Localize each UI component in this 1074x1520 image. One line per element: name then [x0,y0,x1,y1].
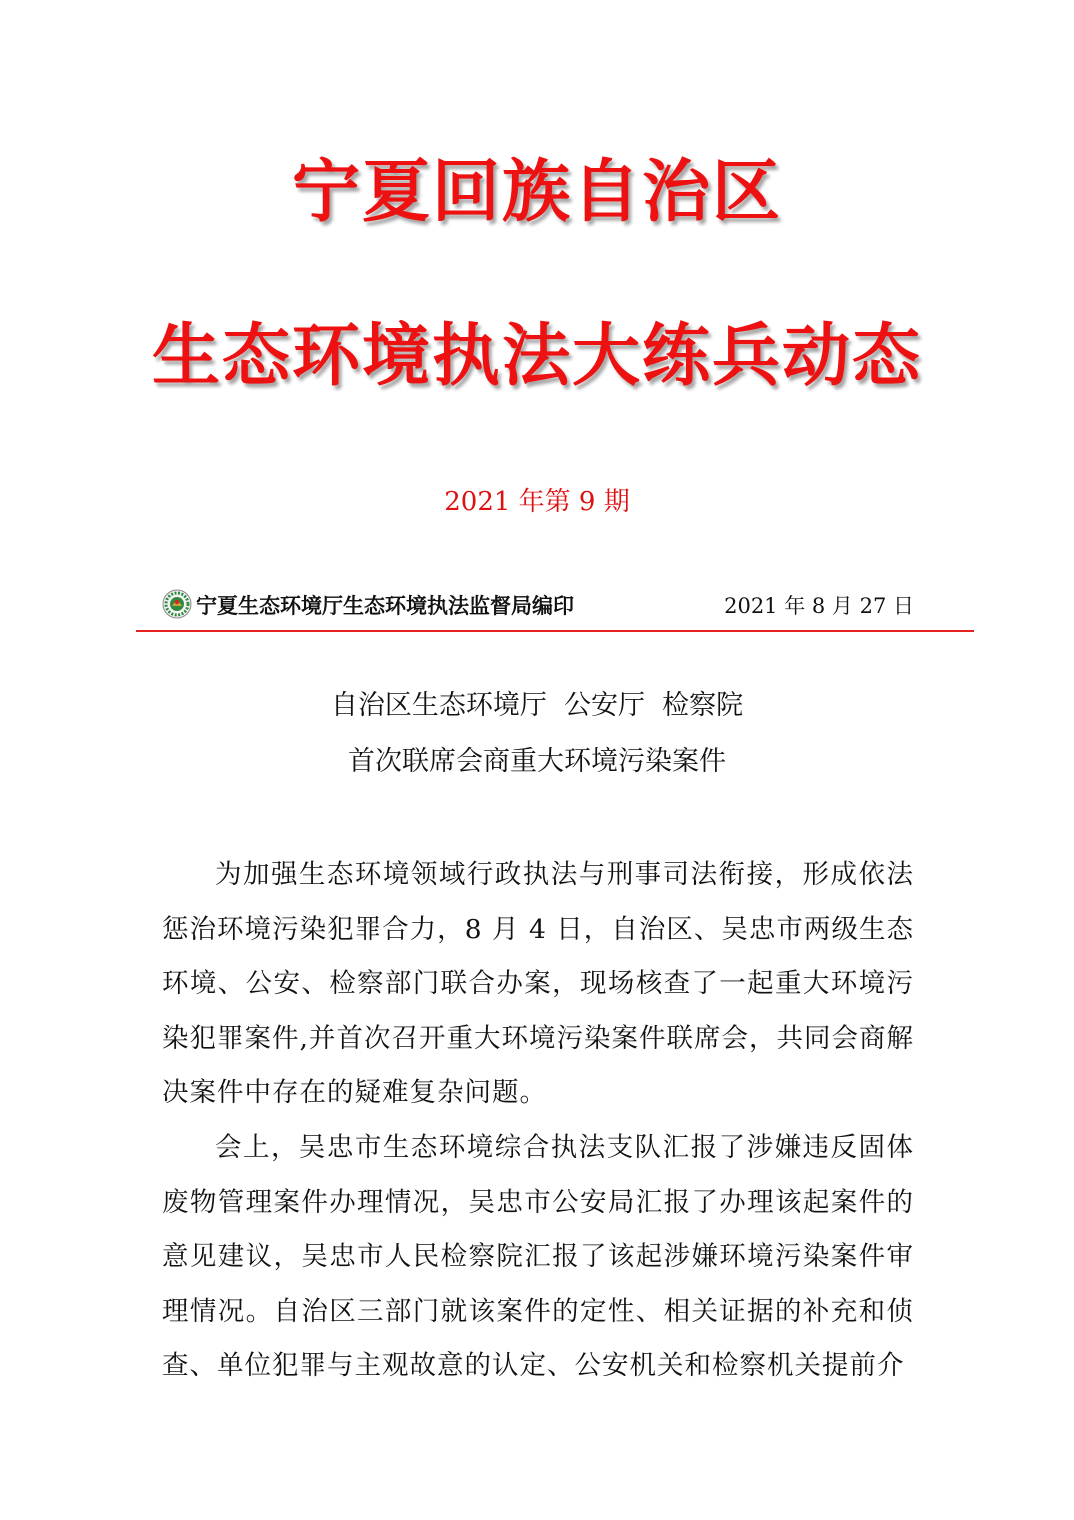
ecology-emblem-icon [162,589,192,619]
publisher-name: 宁夏生态环境厅生态环境执法监督局编印 [196,593,574,618]
masthead-title-line1: 宁夏回族自治区 [291,153,782,232]
article-body [162,848,914,1394]
publication-date: 2021 年 8 月 27 日 [724,594,914,618]
issue-number: 2021 年第 9 期 [444,487,630,517]
article-headline-line1: 自治区生态环境厅 公安厅 检察院 [330,690,744,721]
header-divider [136,630,974,632]
article-paragraph: 为加强生态环境领域行政执法与刑事司法衔接，形成依法惩治环境污染犯罪合力，8 月 4 日，自治区、吴忠市两级生态环境、公安、检察部门联合办案，现场核查了一起重大环境污染犯罪案件,并首次召开重大环境污染案件联席会，共同会商解决案件中存在的疑难复杂问题。 [162,859,914,1109]
article-paragraph: 会上，吴忠市生态环境综合执法支队汇报了涉嫌违反固体废物管理案件办理情况，吴忠市公安局汇报了办理该起案件的意见建议，吴忠市人民检察院汇报了该起涉嫌环境污染案件审理情况。自治区三部门就该案件的定性、相关证据的补充和侦查、单位犯罪与主观故意的认定、公安机关和检察机关提前介 [162,1131,914,1382]
article-headline-line2: 首次联席会商重大环境污染案件 [348,746,726,777]
masthead-title-line2: 生态环境执法大练兵动态 [151,317,922,396]
publisher-row [162,589,914,623]
